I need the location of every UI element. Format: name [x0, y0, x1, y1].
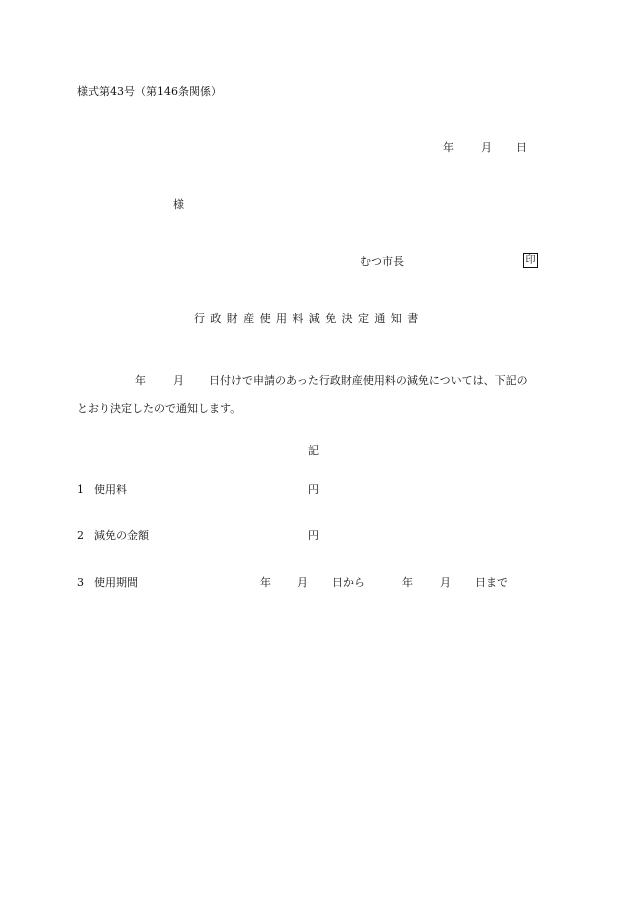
- date-month-label: 月: [481, 141, 492, 154]
- period-from-day-label: 日から: [332, 576, 365, 589]
- period-from-year-label: 年: [260, 576, 271, 589]
- body-paragraph-line-1: [77, 375, 528, 386]
- addressee-honorific: 様: [173, 198, 184, 211]
- ki-heading: 記: [308, 444, 319, 457]
- item-number: 2: [77, 529, 84, 542]
- form-number: 様式第43号（第146条関係）: [77, 85, 222, 98]
- date-day-label: 日: [516, 141, 527, 154]
- date-year-label: 年: [443, 141, 454, 154]
- body-text: 日付けで申請のあった行政財産使用料の減免については、下記の: [209, 374, 528, 387]
- sender-name: むつ市長: [360, 255, 404, 268]
- item-number: 1: [77, 483, 84, 496]
- body-month-label: 月: [173, 374, 184, 387]
- period-to-year-label: 年: [402, 576, 413, 589]
- item-unit-yen: 円: [308, 483, 319, 496]
- period-to-day-label: 日まで: [475, 576, 508, 589]
- item-label-usage-period: 使用期間: [94, 576, 138, 589]
- period-to-month-label: 月: [440, 576, 451, 589]
- item-unit-yen: 円: [308, 529, 319, 542]
- item-label-usage-fee: 使用料: [94, 483, 127, 496]
- seal-mark: 印: [523, 253, 538, 268]
- body-year-label: 年: [135, 374, 146, 387]
- body-paragraph-line-2: とおり決定したので通知します。: [77, 402, 242, 415]
- period-from-month-label: 月: [297, 576, 308, 589]
- item-number: 3: [77, 576, 84, 589]
- document-title: 行政財産使用料減免決定通知書: [194, 312, 424, 325]
- item-label-exemption-amount: 減免の金額: [94, 529, 149, 542]
